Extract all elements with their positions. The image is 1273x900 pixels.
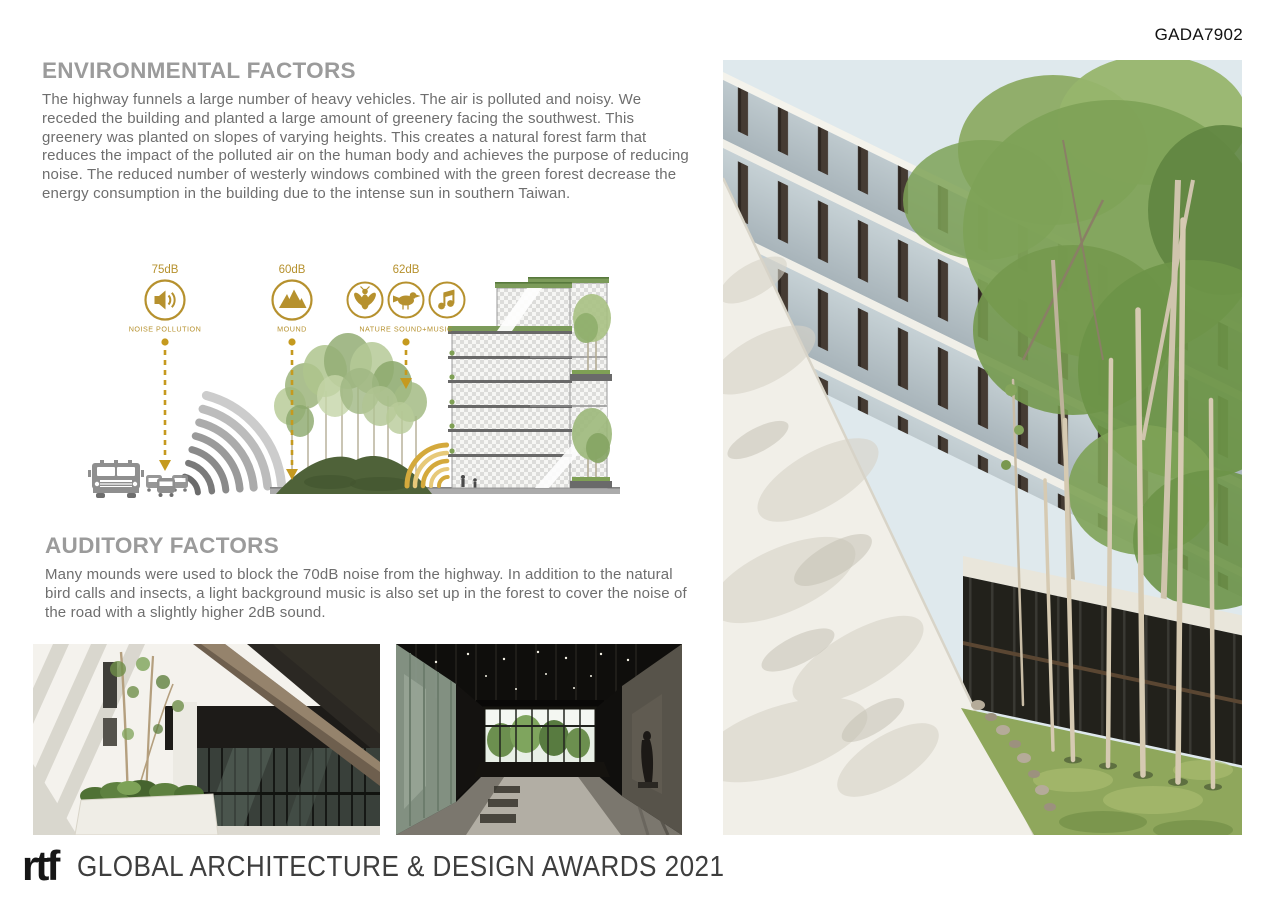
rtf-logo-text: rtf [22, 845, 58, 889]
photo-building-slope [723, 60, 1242, 835]
auditory-section [45, 533, 693, 622]
music-note-icon [430, 283, 465, 318]
nature-sound-label: NATURE SOUND+MUSIC [359, 324, 453, 334]
rtf-logo [22, 845, 70, 889]
section-title-environmental: ENVIRONMENTAL FACTORS [42, 58, 356, 83]
traffic-sound-waves [185, 396, 282, 493]
truck-icon [88, 460, 144, 498]
planter [75, 780, 218, 835]
auditory-body-text: Many mounds were used to block the 70dB noise from the highway. In addition to the natural bird calls and insects, a light background music is also set up in the forest to cover the noise of the road with a slightly higher 2dB sound. [45, 566, 687, 621]
environmental-section [42, 58, 697, 204]
environmental-body-text: The highway funnels a large number of heavy vehicles. The air is polluted and noisy. We receded the building and planted a large amount of greenery facing the southwest. This greenery was planted on slopes of varying heights. This creates a natural forest farm that reduces the impact of the polluted air on the human body and achieves the purpose of reducing noise. The reduced number of westerly windows combined with the green forest decrease the energy consumption in the building due to the intense sun in southern Taiwan. [42, 91, 689, 202]
photo-interior-lobby [396, 644, 682, 835]
footer [22, 845, 796, 889]
submission-code: GADA7902 [1154, 25, 1243, 44]
acoustic-diagram [80, 256, 640, 508]
cars-icon [146, 475, 188, 497]
photo-exterior-courtyard [33, 644, 380, 835]
bird-icon [389, 283, 424, 318]
insect-icon [348, 283, 383, 318]
noise-db-value: 75dB [151, 264, 179, 276]
building-section [448, 277, 612, 488]
mountains-icon [273, 281, 312, 320]
section-title-auditory: AUDITORY FACTORS [45, 533, 279, 558]
nature-db-value: 62dB [392, 264, 420, 276]
reception-desk [474, 762, 610, 777]
mound-db-value: 60dB [278, 264, 306, 276]
award-title: GLOBAL ARCHITECTURE & DESIGN AWARDS 2021 [77, 850, 725, 883]
speaker-icon [146, 281, 185, 320]
noise-pollution-label: NOISE POLLUTION [128, 324, 202, 334]
mound-label: MOUND [277, 324, 307, 334]
